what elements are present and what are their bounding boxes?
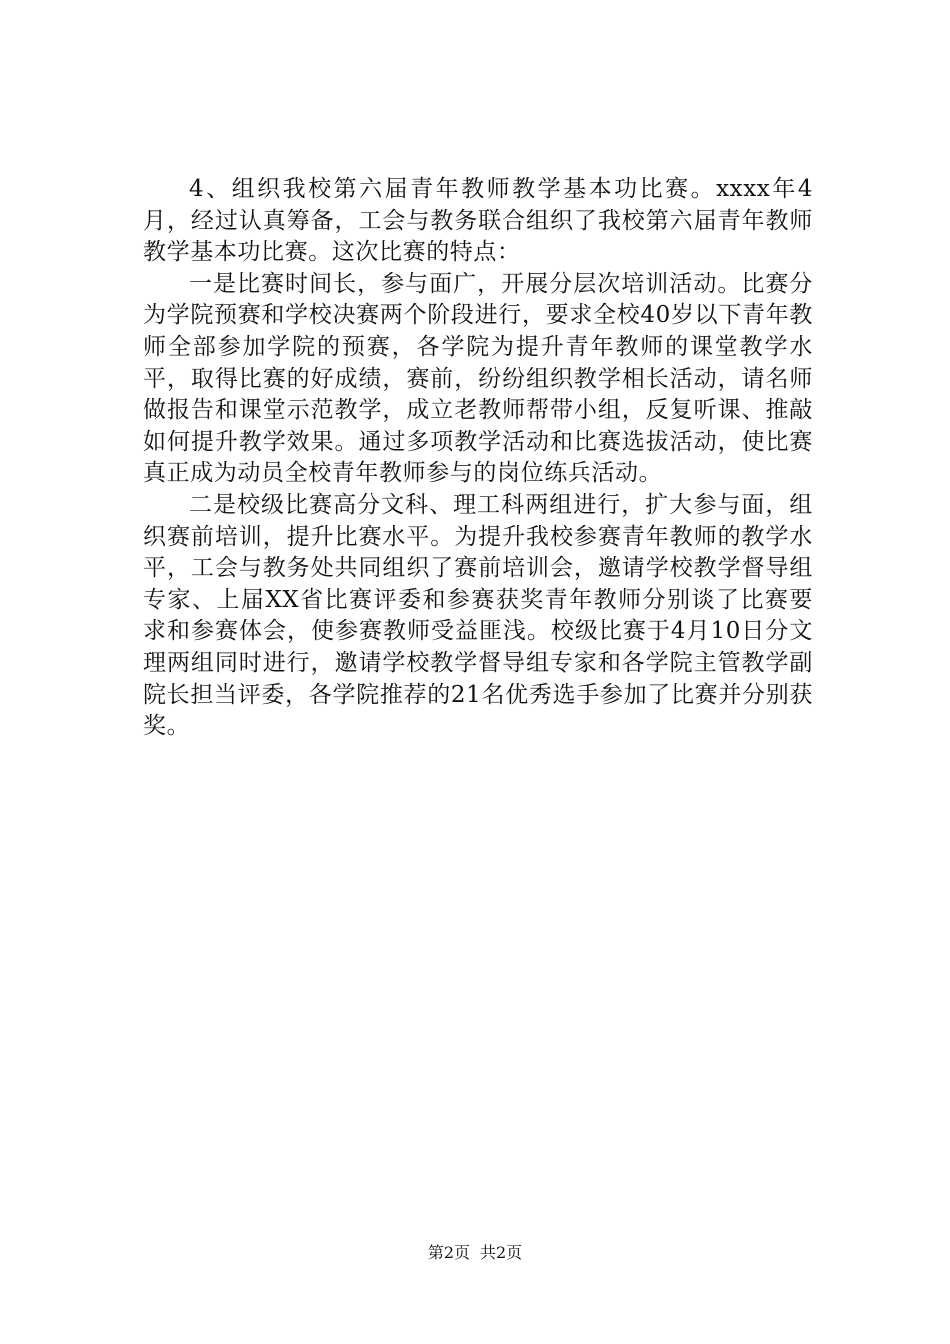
paragraph-feature-two: 二是校级比赛高分文科、理工科两组进行，扩大参与面，组织赛前培训，提升比赛水平。为提升我校参赛青年教师的教学水平，工会与教务处共同组织了赛前培训会，邀请学校教学督导组专家、上届XX省比赛评委和参赛获奖青年教师分别谈了比赛要求和参赛体会，使参赛教师受益匪浅。校级比赛于4月10日分文理两组同时进行，邀请学校教学督导组专家和各学院主管教学副院长担当评委，各学院推荐的21名优秀选手参加了比赛并分别获奖。 <box>143 491 813 740</box>
page-footer <box>0 1242 950 1264</box>
page-number-current: 第2页 <box>427 1243 470 1262</box>
document-body <box>143 174 813 743</box>
paragraph-item-4: 4、组织我校第六届青年教师教学基本功比赛。xxxx年4月，经过认真筹备，工会与教务联合组织了我校第六届青年教师教学基本功比赛。这次比赛的特点： <box>143 176 813 266</box>
page-number-total: 共2页 <box>480 1243 523 1262</box>
paragraph-feature-one: 一是比赛时间长，参与面广，开展分层次培训活动。比赛分为学院预赛和学校决赛两个阶段进行，要求全校40岁以下青年教师全部参加学院的预赛，各学院为提升青年教师的课堂教学水平，取得比赛的好成绩，赛前，纷纷组织教学相长活动，请名师做报告和课堂示范教学，成立老教师帮带小组，反复听课、推敲如何提升教学效果。通过多项教学活动和比赛选拔活动，使比赛真正成为动员全校青年教师参与的岗位练兵活动。 <box>143 270 813 487</box>
